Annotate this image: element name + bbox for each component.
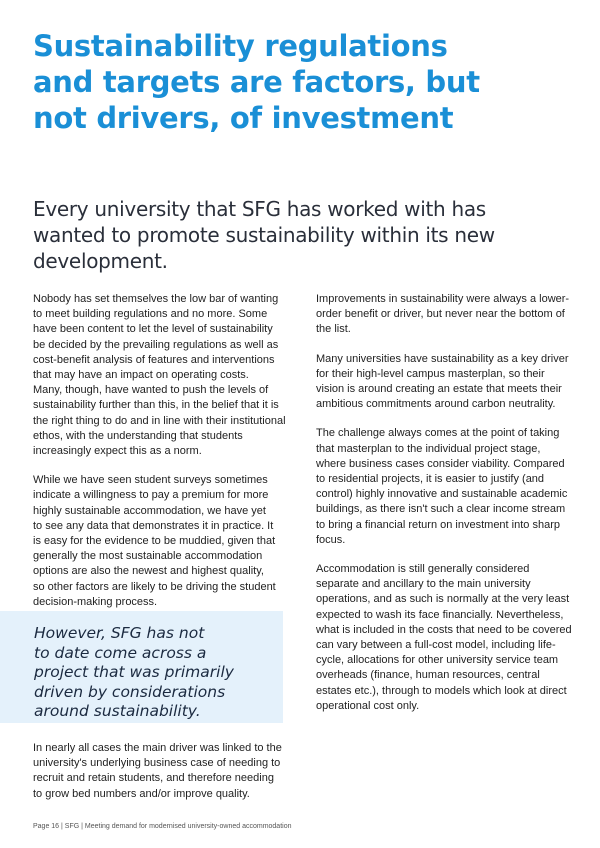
body-line: that may have an impact on operating costs. [33,369,249,382]
body-line: that masterplan to the individual project stage, [316,442,541,455]
body-line: the right thing to do and in line with their institutional [33,414,286,427]
body-line: to see any data that demonstrates it in practice. It [33,519,274,532]
pull-quote-line: However, SFG has not [34,624,205,642]
body-line: overheads (finance, human resources, central [316,669,540,682]
page-footer: Page 16 | SFG | Meeting demand for modernised university-owned accommodation [33,823,292,830]
body-line: increasingly expect this as a norm. [33,445,202,458]
body-line: Nobody has set themselves the low bar of wanting [33,293,279,305]
pull-quote-line: driven by considerations [34,682,226,701]
body-line: The challenge always comes at the point of taking [316,427,560,440]
body-paragraph [316,562,581,714]
body-line: to bring a financial return on investment into sharp [316,518,560,531]
body-line: vision is around creating an estate that meets their [316,383,562,396]
body-line: control) highly innovative and sustainable academic [316,488,568,501]
pull-quote-line: to date come across a [34,643,207,662]
title-line: not drivers, of investment [33,101,454,135]
body-line: ambitious commitments around carbon neutrality. [316,398,556,411]
body-paragraph [316,352,581,413]
body-line: order benefit or driver, but never near the bottom of [316,308,565,321]
body-line: operations, and as such is normally at the very least [316,593,570,606]
body-line: estates etc.), through to models which look at direct [316,684,567,697]
body-line: recruit and retain students, and therefore needing [33,772,274,785]
body-line: can vary between a full-cost model, including life- [316,639,556,652]
body-line: sustainability further than this, in the belief that it is [33,399,279,412]
body-line: buildings, as there isn't such a clear income stream [316,503,566,516]
body-paragraph [33,292,298,459]
body-line: options are also the newest and highest quality, [33,565,264,578]
body-line: where business cases consider viability. Compared [316,457,565,470]
body-line: to residential projects, it is easier to justify (and [316,473,545,486]
body-line: what is included in the costs that need to be covered [316,623,572,636]
body-line: so other factors are likely to be driving the student [33,580,276,593]
body-line: decision-making process. [33,595,158,608]
body-line: Accommodation is still generally considered [316,563,530,576]
intro-statement [33,196,573,274]
body-line: expected to wash its face financially. Nevertheless, [316,608,564,621]
pull-quote [34,624,234,722]
body-line: ethos, with the understanding that students [33,429,243,442]
body-paragraph [33,473,298,610]
body-line: operational cost only. [316,699,420,712]
body-line: to grow bed numbers and/or improve quality. [33,787,250,800]
body-line: cycle, allocations for other university service team [316,654,559,667]
body-line: have been content to let the level of sustainability [33,323,273,336]
body-line: the list. [316,323,351,336]
body-line: Many, though, have wanted to push the levels of [33,384,269,397]
pull-quote-line: around sustainability. [34,702,201,720]
body-line: focus. [316,533,346,546]
page-title [33,28,553,136]
body-line: While we have seen student surveys sometimes [33,474,268,487]
body-line: separate and ancillary to the main university [316,578,531,591]
body-line: highly sustainable accommodation, we have yet [33,504,266,517]
body-paragraph [33,741,298,802]
body-paragraph [316,292,581,338]
title-line: Sustainability regulations [33,29,448,63]
body-line: is easy for the evidence to be muddied, given that [33,535,276,548]
body-line: Many universities have sustainability as a key driver [316,352,569,365]
body-line: Improvements in sustainability were always a lower- [316,293,570,305]
intro-line: development. [33,249,168,273]
body-line: In nearly all cases the main driver was linked to the [33,742,282,754]
intro-line: Every university that SFG has worked with has [33,197,486,221]
body-line: indicate a willingness to pay a premium for more [33,489,269,502]
title-line: and targets are factors, but [33,65,480,99]
body-paragraph [316,426,581,548]
body-line: to meet building regulations and no more. Some [33,308,268,321]
body-line: university's underlying business case of needing to [33,757,281,770]
intro-line: wanted to promote sustainability within its new [33,223,495,247]
body-line: for their high-level campus masterplan, so their [316,367,545,380]
right-column [316,292,581,728]
left-column-bottom [33,741,298,816]
body-line: be decided by the prevailing regulations as well as [33,338,279,351]
body-line: generally the most sustainable accommodation [33,550,263,563]
pull-quote-line: project that was primarily [34,663,234,681]
left-column [33,292,298,624]
body-line: cost-benefit analysis of features and interventions [33,353,275,366]
